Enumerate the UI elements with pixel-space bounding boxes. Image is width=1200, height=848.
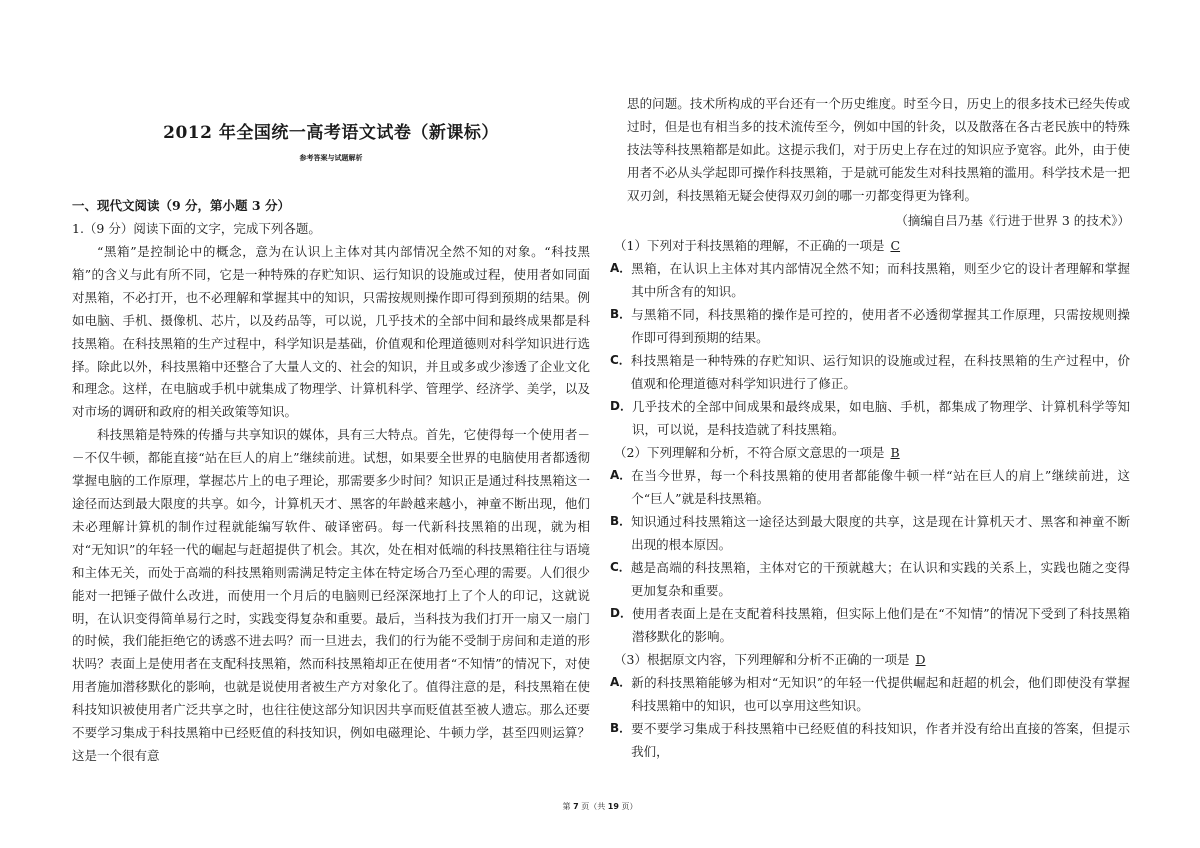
footer-suffix: 页） [618, 802, 638, 811]
footer-middle: 页（共 [578, 802, 608, 811]
option-text: 越是高端的科技黑箱，主体对它的干预就越大；在认识和实践的关系上，实践也随之变得更加复杂和重要。 [630, 560, 1130, 598]
passage-paragraph-2: 科技黑箱是特殊的传播与共享知识的媒体，具有三大特点。首先，它使得每一个使用者－－不仅牛顿，都能直接“站在巨人的肩上”继续前进。试想，如果要全世界的电脑使用者都透彻掌握电脑的工作原理，掌握芯片上的电子理论，那需要多少时间？知识正是通过科技黑箱这一途径而达到最大限度的共享。如今，计算机天才、黑客的年龄越来越小，神童不断出现，他们未必理解计算机的制作过程就能编写软件、破译密码。每一代新科技黑箱的出现，就为相对“无知识”的年轻一代的崛起与赶超提供了机会。其次，处在相对低端的科技黑箱往往与语境和主体无关，而处于高端的科技黑箱则需满足特定主体在特定场合乃至心理的需要。人们很少能对一把锤子做什么改进，而使用一个月后的电脑则已经深深地打上了个人的印记，这就说明，在认识变得简单易行之时，实践变得复杂和重要。最后，当科技为我们打开一扇又一扇门的时候，我们能拒绝它的诱惑不进去吗？而一旦进去，我们的行为能不受制于房间和走道的形状吗？表面上是使用者在支配科技黑箱，然而科技黑箱却正在使用者“不知情”的情况下，对使用者施加潜移默化的影响，也就是说使用者被生产方对象化了。值得注意的是，科技黑箱在使科技知识被使用者广泛共享之时，也往往使这部分知识因共享而贬值甚至被人遗忘。那么还要不要学习集成于科技黑箱中已经贬值的科技知识，例如电磁理论、牛顿力学，甚至四则运算？这是一个很有意 [72, 427, 590, 763]
option-letter: B． [610, 514, 632, 528]
sub-question-1-answer: C [890, 238, 901, 253]
sub-question-1-prompt [610, 234, 1130, 257]
option-letter: C． [610, 353, 631, 367]
option-letter: B． [610, 307, 632, 321]
sub-question-1-option-c [610, 349, 1130, 395]
sub-questions [610, 234, 1130, 763]
sub-question-1-option-a [610, 257, 1130, 303]
option-text: 使用者表面上是在支配着科技黑箱，但实际上他们是在“不知情”的情况下受到了科技黑箱潜移默化的影响。 [631, 606, 1130, 644]
passage-paragraph-1: “黑箱”是控制论中的概念，意为在认识上主体对其内部情况全然不知的对象。“科技黑箱”的含义与此有所不同，它是一种特殊的存贮知识、运行知识的设施或过程，使用者如同面对黑箱，不必打开，也不必理解和掌握其中的知识，只需按规则操作即可得到预期的结果。例如电脑、手机、摄像机、芯片，以及药品等，可以说，几乎技术的全部中间和最终成果都是科技黑箱。在科技黑箱的生产过程中，科学知识是基础，价值观和伦理道德则对科学知识进行选择。除此以外，科技黑箱中还整合了大量人文的、社会的知识，并且或多或少渗透了企业文化和理念。这样，在电脑或手机中就集成了物理学、计算机科学、管理学、经济学、美学，以及对市场的调研和政府的相关政策等知识。 [72, 244, 590, 420]
option-text: 要不要学习集成于科技黑箱中已经贬值的科技知识，作者并没有给出直接的答案，但提示我们， [631, 721, 1130, 759]
page-footer [0, 801, 1200, 812]
option-letter: A． [610, 468, 632, 482]
option-letter: D． [610, 399, 632, 413]
sub-question-2-answer: B [890, 445, 900, 460]
page-number: 7 [573, 802, 579, 811]
total-pages: 19 [607, 802, 619, 811]
sub-question-2-prompt [610, 441, 1130, 464]
option-text: 黑箱，在认识上主体对其内部情况全然不知；而科技黑箱，则至少它的设计者理解和掌握其中所含有的知识。 [631, 261, 1130, 299]
sub-question-1-option-d [610, 395, 1130, 441]
sub-question-3-option-b [610, 717, 1130, 763]
option-text: 知识通过科技黑箱这一途径达到最大限度的共享，这是现在计算机天才、黑客和神童不断出现的根本原因。 [631, 514, 1130, 552]
sub-question-3-prompt [610, 648, 1130, 671]
sub-question-2-option-b [610, 510, 1130, 556]
page-title: 2012 年全国统一高考语文试卷（新课标） [163, 123, 499, 143]
option-letter: C． [610, 560, 631, 574]
sub-question-2-text: （2）下列理解和分析，不符合原文意思的一项是 [614, 445, 885, 460]
page-subtitle: 参考答案与试题解析 [299, 153, 363, 162]
option-text: 新的科技黑箱能够为相对“无知识”的年轻一代提供崛起和赶超的机会，他们即使没有掌握科技黑箱中的知识，也可以享用这些知识。 [631, 675, 1130, 713]
section-heading: 一、现代文阅读（9 分，第小题 3 分） [72, 198, 290, 213]
passage-source: （摘编自吕乃基《行进于世界 3 的技术》） [895, 213, 1130, 228]
sub-question-3-text: （3）根据原文内容，下列理解和分析不正确的一项是 [614, 652, 910, 667]
question-1-intro: 1.（9 分）阅读下面的文字，完成下列各题。 [72, 221, 321, 236]
sub-question-3-option-a [610, 671, 1130, 717]
sub-question-3-answer: D [915, 652, 926, 667]
option-letter: A． [610, 675, 632, 689]
sub-question-2-option-a [610, 464, 1130, 510]
option-letter: B． [610, 721, 632, 735]
sub-question-2-option-c [610, 556, 1130, 602]
option-text: 科技黑箱是一种特殊的存贮知识、运行知识的设施或过程，在科技黑箱的生产过程中，价值观和伦理道德对科学知识进行了修正。 [630, 353, 1130, 391]
option-letter: D． [610, 606, 632, 620]
option-text: 在当今世界，每一个科技黑箱的使用者都能像牛顿一样“站在巨人的肩上”继续前进，这个“巨人”就是科技黑箱。 [631, 468, 1130, 506]
sub-question-1-option-b [610, 303, 1130, 349]
option-text: 与黑箱不同，科技黑箱的操作是可控的，使用者不必透彻掌握其工作原理，只需按规则操作即可得到预期的结果。 [631, 307, 1130, 345]
passage-continuation [610, 92, 1130, 207]
reading-passage [72, 241, 590, 768]
sub-question-2-option-d [610, 602, 1130, 648]
option-text: 几乎技术的全部中间成果和最终成果，如电脑、手机，都集成了物理学、计算机科学等知识，可以说，是科技造就了科技黑箱。 [631, 399, 1130, 437]
option-letter: A． [610, 261, 632, 275]
passage-paragraph-3: 思的问题。技术所构成的平台还有一个历史维度。时至今日，历史上的很多技术已经失传或过时，但是也有相当多的技术流传至今，例如中国的针灸，以及散落在各古老民族中的特殊技法等科技黑箱都是如此。这提示我们，对于历史上存在过的知识应予宽容。此外，由于使用者不必从头学起即可操作科技黑箱，于是就可能发生对科技黑箱的滥用。科学技术是一把双刃剑，科技黑箱无疑会使得双刃剑的哪一刃都变得更为锋利。 [627, 96, 1130, 203]
footer-prefix: 第 [562, 802, 574, 811]
sub-question-1-text: （1）下列对于科技黑箱的理解，不正确的一项是 [614, 238, 885, 253]
